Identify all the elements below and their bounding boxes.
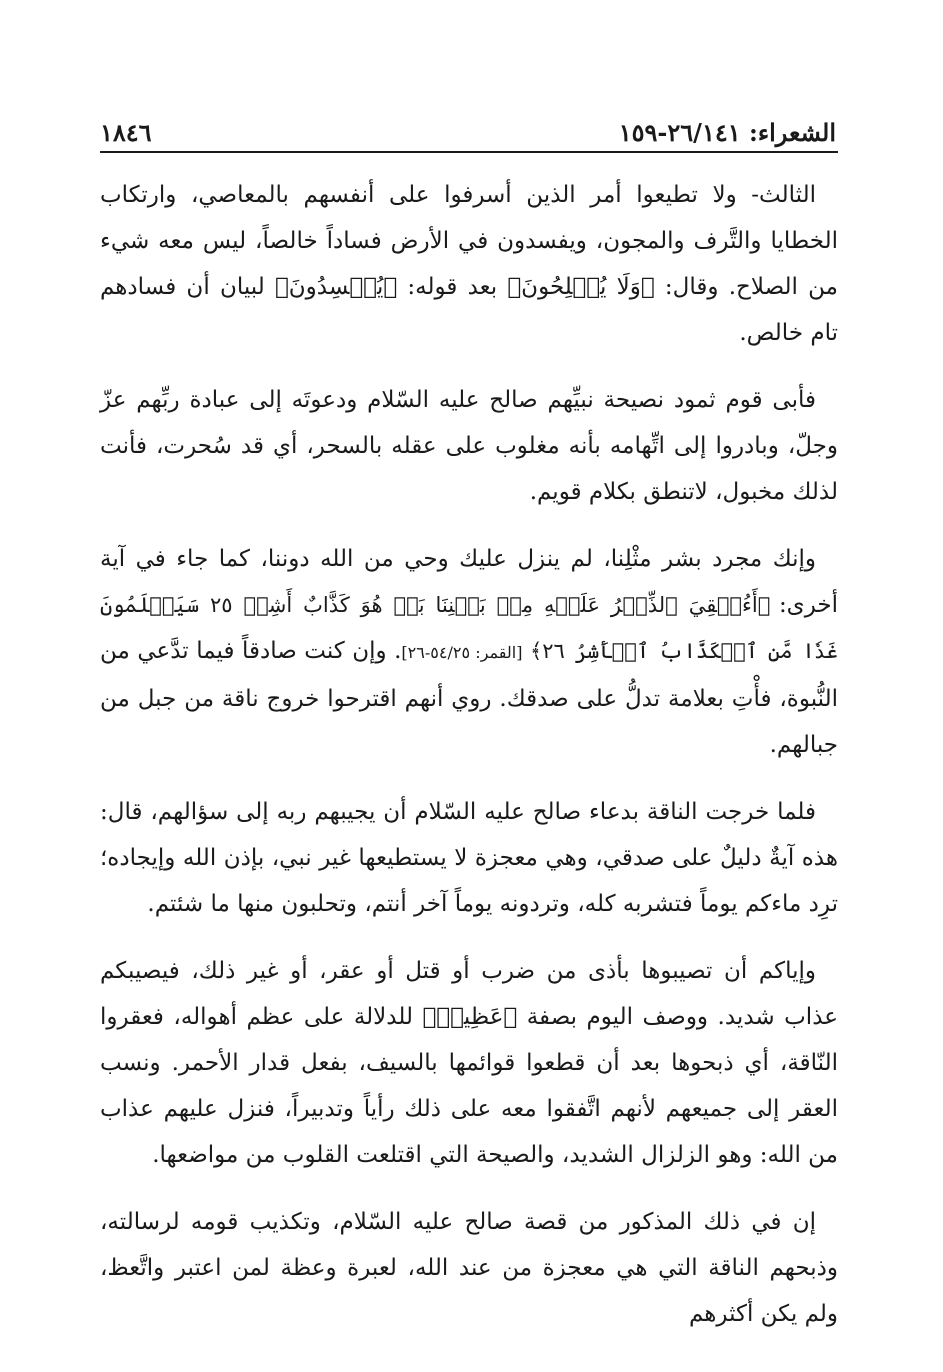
page-header xyxy=(100,112,836,152)
verse-reference: [القمر: ٥٤/٢٥-٢٦] xyxy=(401,643,523,662)
page-number: ١٨٤٦ xyxy=(100,118,152,147)
paragraph-human-rest: . وإن كنت صادقاً فيما تدَّعي من النُّبوة، فأْتِ بعلامة تدلُّ على صدقك. روي أنهم اقترحوا خروج ناقة من جبل من جبالهم. xyxy=(100,638,838,758)
paragraph-third: الثالث- ولا تطيعوا أمر الذين أسرفوا على أنفسهم بالمعاصي، وارتكاب الخطايا والتَّرف والمجون، ويفسدون في الأرض فساداً خالصاً، ليس معه شيء من الصلاح. وقال: ﴿وَلَا يُصۡلِحُونَ﴾ بعد قوله: ﴿يُفۡسِدُونَ﴾ لبيان أن فسادهم تام خالص. xyxy=(100,182,838,346)
paragraph-lesson: إن في ذلك المذكور من قصة صالح عليه السّلام، وتكذيب قومه لرسالته، وذبحهم الناقة التي هي معجزة من عند الله، لعبرة وعظة لمن اعتبر واتَّعظ، ولم يكن أكثرهم xyxy=(100,1209,838,1327)
paragraph-refusal: فأبى قوم ثمود نصيحة نبيِّهم صالح عليه السّلام ودعوتَه إلى عبادة ربِّهم عزّ وجلّ، وبادروا إلى اتِّهامه بأنه مغلوب على عقله بالسحر، أي قد سُحرت، فأنت لذلك مخبول، لاتنطق بكلام قويم. xyxy=(100,387,838,505)
quran-verse: ﴿أَءُلۡقِيَ ٱلذِّكۡرُ عَلَيۡهِ مِنۢ بَيۡنِنَا بَلۡ هُوَ كَذَّابٌ أَشِرٞ ٢٥ سَيَعۡلَمُونَ غَدٗا مَّنِ ٱلۡكَذَّابُ ٱلۡأَشِرُ ٢٦﴾ xyxy=(100,593,838,663)
sura-reference: الشعراء: ٢٦/١٤١-١٥٩ xyxy=(618,118,836,147)
page-body xyxy=(100,172,838,1358)
paragraph-human-intro: وإنك مجرد بشر مثْلِنا، لم ينزل عليك وحي من الله دوننا، كما جاء في آية أخرى: xyxy=(100,546,838,618)
paragraph-warning: وإياكم أن تصيبوها بأذى من ضرب أو قتل أو عقر، أو غير ذلك، فيصيبكم عذاب شديد. ووصف اليوم بصفة ﴿عَظِيمٖ﴾ للدلالة على عظم أهواله، فعقروا النّاقة، أي ذبحوها بعد أن قطعوا قوائمها بالسيف، بفعل قدار الأحمر. ونسب العقر إلى جميعهم لأنهم اتَّفقوا معه على ذلك رأياً وتدبيراً، فنزل عليهم عذاب من الله: وهو الزلزال الشديد، والصيحة التي اقتلعت القلوب من مواضعها. xyxy=(100,958,838,1168)
paragraph-human xyxy=(100,536,838,768)
header-divider xyxy=(100,151,838,153)
paragraph-camel: فلما خرجت الناقة بدعاء صالح عليه السّلام أن يجيبهم ربه إلى سؤالهم، قال: هذه آيةٌ دليلٌ على صدقي، وهي معجزة لا يستطيعها غير نبي، بإذن الله وإيجاده؛ ترِد ماءكم يوماً فتشربه كله، وتردونه يوماً آخر أنتم، وتحلبون منها ما شئتم. xyxy=(100,799,838,917)
